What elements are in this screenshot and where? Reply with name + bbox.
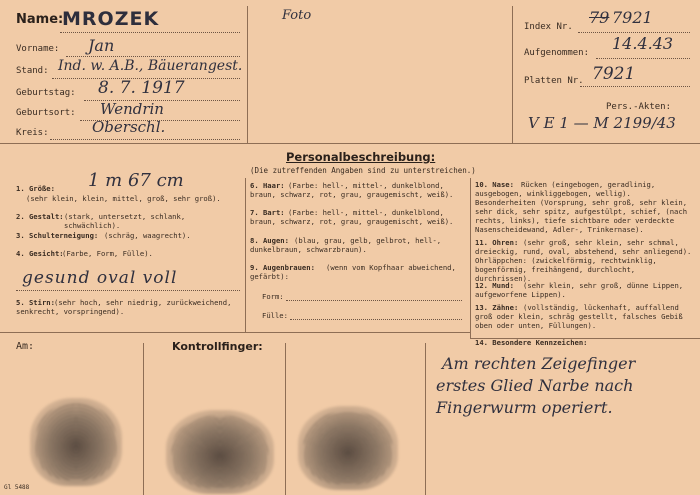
platten-value: 7921 bbox=[592, 64, 636, 84]
divider-finger-2 bbox=[285, 343, 286, 495]
kreis-label: Kreis: bbox=[16, 128, 49, 138]
gesicht-underline bbox=[16, 290, 240, 291]
mund-label: 12. Mund: bbox=[475, 281, 514, 290]
divider-foto-left bbox=[247, 6, 248, 143]
kreis-value: Oberschl. bbox=[92, 118, 166, 136]
gesicht-label: 4. Gesicht: bbox=[16, 249, 64, 258]
mund-options: (sehr klein, sehr groß, dünne Lippen, aufgeworfene Lippen). bbox=[475, 281, 684, 299]
divider-header-bottom bbox=[0, 143, 700, 144]
nase-label: 10. Nase: bbox=[475, 180, 514, 189]
fuelle-label: Fülle: bbox=[262, 311, 288, 320]
index-label: Index Nr. bbox=[524, 22, 573, 32]
kreis-underline bbox=[50, 139, 240, 140]
augen-label: 8. Augen: bbox=[250, 236, 289, 245]
stirn-label: 5. Stirn: bbox=[16, 298, 55, 307]
schulter-label: 3. Schulterneigung: bbox=[16, 231, 99, 240]
gesicht-options: (Farbe, Form, Fülle). bbox=[62, 249, 153, 258]
stirn-options: (sehr hoch, sehr niedrig, zurückweichend, senkrecht, vorspringend). bbox=[16, 298, 232, 316]
gestalt-options: (stark, untersetzt, schlank, schwächlich). bbox=[64, 212, 186, 230]
platten-label: Platten Nr. bbox=[524, 76, 584, 86]
groesse-value: 1 m 67 cm bbox=[88, 170, 184, 191]
remark-line-3: Fingerwurm operiert. bbox=[436, 398, 613, 417]
vorname-label: Vorname: bbox=[16, 44, 60, 54]
divider-desc-right bbox=[470, 178, 471, 338]
divider-foto-right bbox=[512, 6, 513, 143]
vorname-underline bbox=[66, 56, 240, 57]
index-struck: 79 bbox=[589, 8, 610, 27]
vorname-value: Jan bbox=[88, 36, 115, 55]
fuelle-underline bbox=[290, 319, 462, 320]
aufgenommen-underline bbox=[596, 58, 690, 59]
index-value: 7921 bbox=[612, 8, 653, 27]
remark-line-1: Am rechten Zeigefinger bbox=[442, 354, 636, 373]
zaehne-options: (vollständig, lückenhaft, auffallend groß oder klein, schräg gestellt, falsches Gebiß oben oder unten, Füllungen). bbox=[475, 303, 683, 330]
haar-label: 6. Haar: bbox=[250, 181, 285, 190]
haar-options: (Farbe: hell-, mittel-, dunkelblond, braun, schwarz, rot, grau, graugemischt, weiß). bbox=[250, 181, 454, 199]
geburtsort-value: Wendrin bbox=[100, 100, 164, 118]
remark-line-2: erstes Glied Narbe nach bbox=[436, 376, 634, 395]
divider-desc-left-bottom bbox=[0, 332, 470, 333]
akten-value: V E 1 — M 2199/43 bbox=[528, 114, 676, 132]
akten-label: Pers.-Akten: bbox=[606, 102, 672, 112]
divider-finger-3 bbox=[425, 343, 426, 495]
kontrollfinger-label: Kontrollfinger: bbox=[172, 340, 263, 353]
form-label: Form: bbox=[262, 292, 284, 301]
gestalt-label: 2. Gestalt: bbox=[16, 212, 64, 221]
ohren-options: (sehr groß, sehr klein, sehr schmal, dreieckig, rund, oval, abstehend, sehr anliegend). Ohrläppchen: (zwickelförmig, rechtwinklig, bogenförmig, freihängend, durchlocht, durchrissen). bbox=[475, 238, 692, 283]
groesse-options: (sehr klein, klein, mittel, groß, sehr groß). bbox=[26, 194, 221, 203]
ohren-label: 11. Ohren: bbox=[475, 238, 519, 247]
footer-code: Gl 5488 bbox=[4, 484, 30, 491]
stand-label: Stand: bbox=[16, 66, 49, 76]
name-value: MROZEK bbox=[62, 8, 160, 30]
aufgenommen-value: 14.4.43 bbox=[612, 34, 674, 53]
bart-options: (Farbe: hell-, mittel-, dunkelblond, braun, schwarz, rot, grau, graugemischt, weiß). bbox=[250, 208, 454, 226]
aufgenommen-label: Aufgenommen: bbox=[524, 48, 590, 58]
name-underline bbox=[60, 32, 240, 33]
nase-options: Rücken (eingebogen, geradlinig, ausgebogen, winkliggebogen, wellig). Besonderheiten (Vorsprung, sehr groß, sehr klein, sehr dick, sehr spitz, aufgestülpt, schief, (nach rechts, links), tiefe sichtbare oder verdeckte Nasenscheidewand, Adler-, Trinkernase). bbox=[475, 180, 688, 234]
augen-options: (blau, grau, gelb, gelbrot, hell-, dunkelbraun, schwarzbraun). bbox=[250, 236, 442, 254]
bart-label: 7. Bart: bbox=[250, 208, 285, 217]
foto-label: Foto bbox=[282, 8, 312, 23]
geburtsort-label: Geburtsort: bbox=[16, 108, 76, 118]
augenbrauen-options: (wenn vom Kopfhaar abweichend, gefärbt): bbox=[250, 263, 456, 281]
kennzeichen-label: 14. Besondere Kennzeichen: bbox=[475, 338, 588, 347]
beschreibung-subtitle: (Die zutreffenden Angaben sind zu unterstreichen.) bbox=[250, 166, 476, 175]
form-underline bbox=[286, 300, 462, 301]
divider-desc-left bbox=[245, 178, 246, 332]
zaehne-label: 13. Zähne: bbox=[475, 303, 519, 312]
index-underline bbox=[578, 32, 690, 33]
name-label: Name: bbox=[16, 12, 64, 27]
fingerprint-2 bbox=[166, 410, 274, 494]
geburtstag-value: 8. 7. 1917 bbox=[98, 78, 185, 98]
augenbrauen-label: 9. Augenbrauen: bbox=[250, 263, 315, 272]
schulter-options: (schräg, waagrecht). bbox=[104, 231, 191, 240]
stand-value: Ind. w. A.B., Bäuerangest. bbox=[58, 58, 243, 74]
fingerprint-1 bbox=[30, 398, 122, 486]
geburtstag-label: Geburtstag: bbox=[16, 88, 76, 98]
am-label: Am: bbox=[16, 341, 35, 352]
groesse-label: 1. Größe: bbox=[16, 184, 55, 193]
gesicht-value: gesund oval voll bbox=[22, 268, 178, 288]
beschreibung-title: Personalbeschreibung: bbox=[286, 150, 436, 164]
fingerprint-3 bbox=[298, 406, 398, 490]
platten-underline bbox=[580, 86, 690, 87]
divider-finger-1 bbox=[143, 343, 144, 495]
